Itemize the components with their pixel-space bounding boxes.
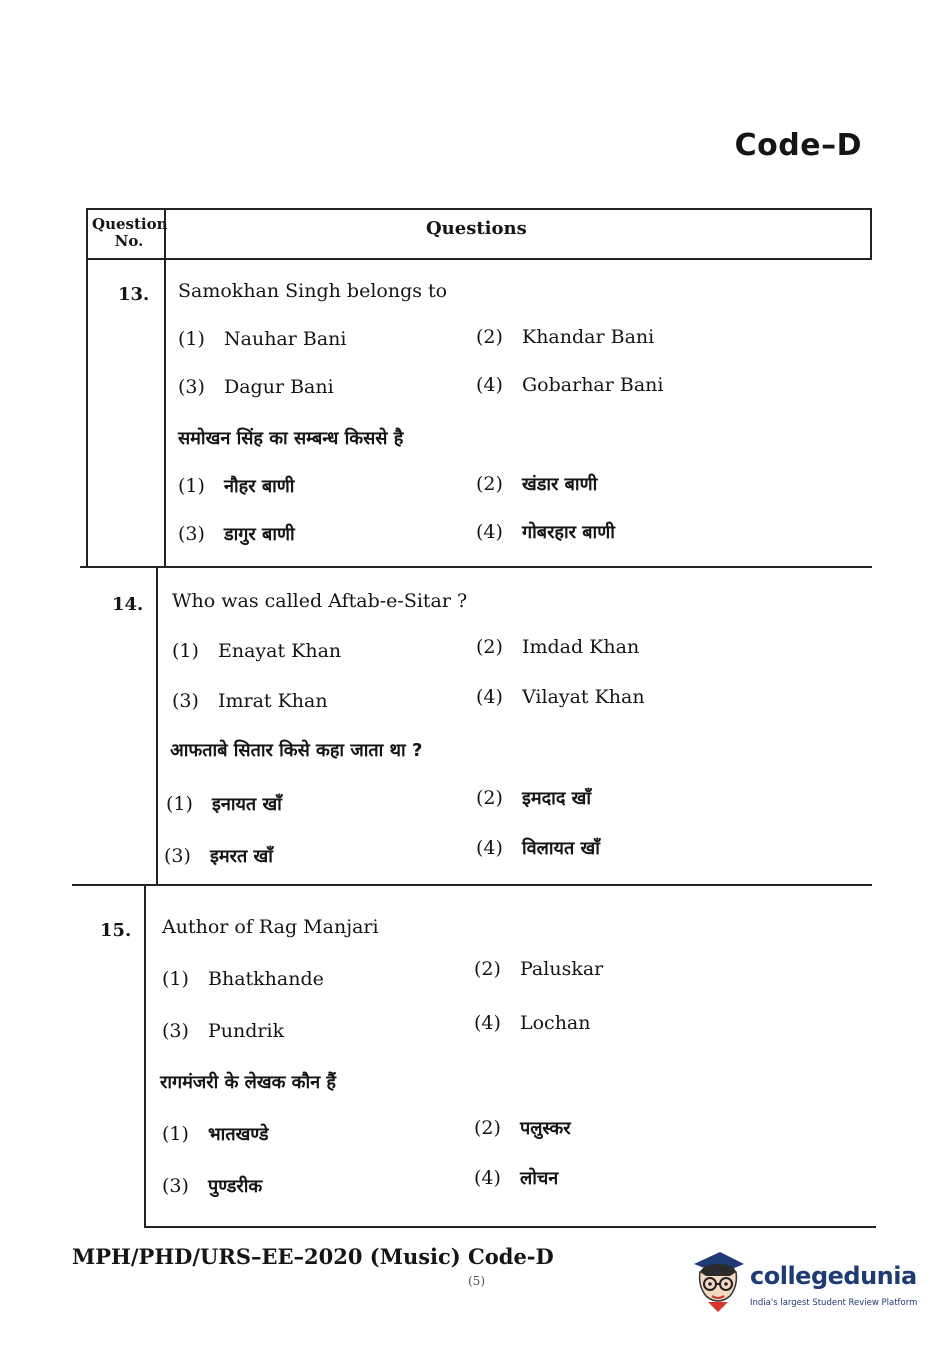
option-text: विलायत खाँ: [522, 838, 600, 859]
option-3: [162, 1020, 284, 1042]
option-3: [178, 376, 334, 398]
option-text: Gobarhar Bani: [522, 374, 664, 396]
question-number: 13.: [118, 284, 150, 305]
option-number: (4): [476, 374, 503, 396]
option-number: (1): [178, 475, 205, 497]
option-3: [172, 690, 328, 712]
option-2-hi: [476, 472, 597, 496]
option-text: नौहर बाणी: [224, 476, 295, 497]
watermark-tagline: India's largest Student Review Platform: [750, 1298, 918, 1308]
table-left-border: [86, 208, 88, 566]
option-1-hi: [166, 792, 282, 816]
mascot-icon: [690, 1250, 746, 1316]
option-text: Imrat Khan: [218, 690, 328, 712]
option-number: (4): [474, 1167, 501, 1189]
question-number: 15.: [100, 920, 132, 941]
option-number: (3): [164, 845, 191, 867]
option-text: इमरत खाँ: [210, 846, 273, 867]
option-number: (2): [476, 787, 503, 809]
option-1-hi: [162, 1122, 268, 1146]
question-number: 14.: [112, 594, 144, 615]
option-2: [476, 636, 639, 658]
option-3-hi: [164, 844, 273, 868]
option-number: (1): [162, 968, 189, 990]
header-divider: [86, 258, 872, 260]
option-number: (1): [162, 1123, 189, 1145]
option-text: गोबरहार बाणी: [522, 522, 615, 543]
header-questions: Questions: [426, 218, 527, 239]
option-number: (1): [178, 328, 205, 350]
question-stem-hi: आफताबे सितार किसे कहा जाता था ?: [170, 740, 423, 761]
option-2: [474, 958, 603, 980]
option-4: [476, 686, 645, 708]
option-1-hi: [178, 474, 294, 498]
question-stem-en: Author of Rag Manjari: [162, 916, 379, 938]
watermark-name: collegedunia: [750, 1262, 917, 1290]
footer-code: MPH/PHD/URS–EE–2020 (Music) Code-D: [72, 1244, 554, 1269]
column-divider-3: [144, 884, 146, 1228]
option-4: [476, 374, 663, 396]
option-2-hi: [476, 786, 591, 810]
option-number: (2): [476, 473, 503, 495]
option-text: Nauhar Bani: [224, 328, 347, 350]
option-number: (3): [172, 690, 199, 712]
option-1: [172, 640, 341, 662]
option-4-hi: [476, 520, 615, 544]
option-3-hi: [162, 1174, 262, 1198]
option-number: (2): [476, 326, 503, 348]
option-4-hi: [476, 836, 600, 860]
option-number: (4): [476, 686, 503, 708]
option-text: Vilayat Khan: [522, 686, 645, 708]
option-text: इनायत खाँ: [212, 794, 282, 815]
option-2-hi: [474, 1116, 571, 1140]
option-text: Paluskar: [520, 958, 604, 980]
option-1: [162, 968, 324, 990]
option-number: (3): [178, 376, 205, 398]
row-divider-2: [72, 884, 872, 886]
option-text: खंडार बाणी: [522, 474, 598, 495]
option-number: (2): [474, 958, 501, 980]
option-text: Bhatkhande: [208, 968, 324, 990]
option-text: पुण्डरीक: [208, 1176, 263, 1197]
table-bottom-border: [144, 1226, 876, 1228]
row-divider-1: [80, 566, 872, 568]
option-number: (2): [476, 636, 503, 658]
option-text: Dagur Bani: [224, 376, 334, 398]
option-text: Imdad Khan: [522, 636, 640, 658]
question-stem-en: Who was called Aftab-e-Sitar ?: [172, 590, 468, 612]
option-number: (1): [166, 793, 193, 815]
questions-table: [86, 208, 872, 1240]
option-4-hi: [474, 1166, 558, 1190]
option-number: (3): [162, 1175, 189, 1197]
option-text: Pundrik: [208, 1020, 285, 1042]
option-number: (4): [476, 837, 503, 859]
option-3-hi: [178, 522, 295, 546]
option-number: (3): [162, 1020, 189, 1042]
option-text: भातखण्डे: [208, 1124, 269, 1145]
option-1: [178, 328, 346, 350]
table-top-border: [86, 208, 872, 210]
option-number: (3): [178, 523, 205, 545]
option-text: डागुर बाणी: [224, 524, 295, 545]
option-number: (2): [474, 1117, 501, 1139]
question-stem-hi: रागमंजरी के लेखक कौन हैं: [160, 1072, 336, 1093]
option-number: (1): [172, 640, 199, 662]
option-4: [474, 1012, 591, 1034]
column-divider-2: [156, 566, 158, 886]
option-text: पलुस्कर: [520, 1118, 571, 1139]
option-number: (4): [476, 521, 503, 543]
option-text: Enayat Khan: [218, 640, 342, 662]
option-text: Lochan: [520, 1012, 591, 1034]
question-stem-hi: समोखन सिंह का सम्बन्ध किससे है: [178, 428, 404, 449]
table-right-border: [870, 208, 872, 260]
question-stem-en: Samokhan Singh belongs to: [178, 280, 448, 302]
page-number: (5): [468, 1274, 485, 1288]
option-text: लोचन: [520, 1168, 559, 1189]
header-question-no: Question No.: [92, 215, 168, 250]
option-text: इमदाद खाँ: [522, 788, 592, 809]
option-text: Khandar Bani: [522, 326, 655, 348]
code-label: Code–D: [734, 128, 862, 163]
column-divider-1: [164, 208, 166, 568]
collegedunia-watermark: [690, 1250, 920, 1320]
option-2: [476, 326, 654, 348]
option-number: (4): [474, 1012, 501, 1034]
